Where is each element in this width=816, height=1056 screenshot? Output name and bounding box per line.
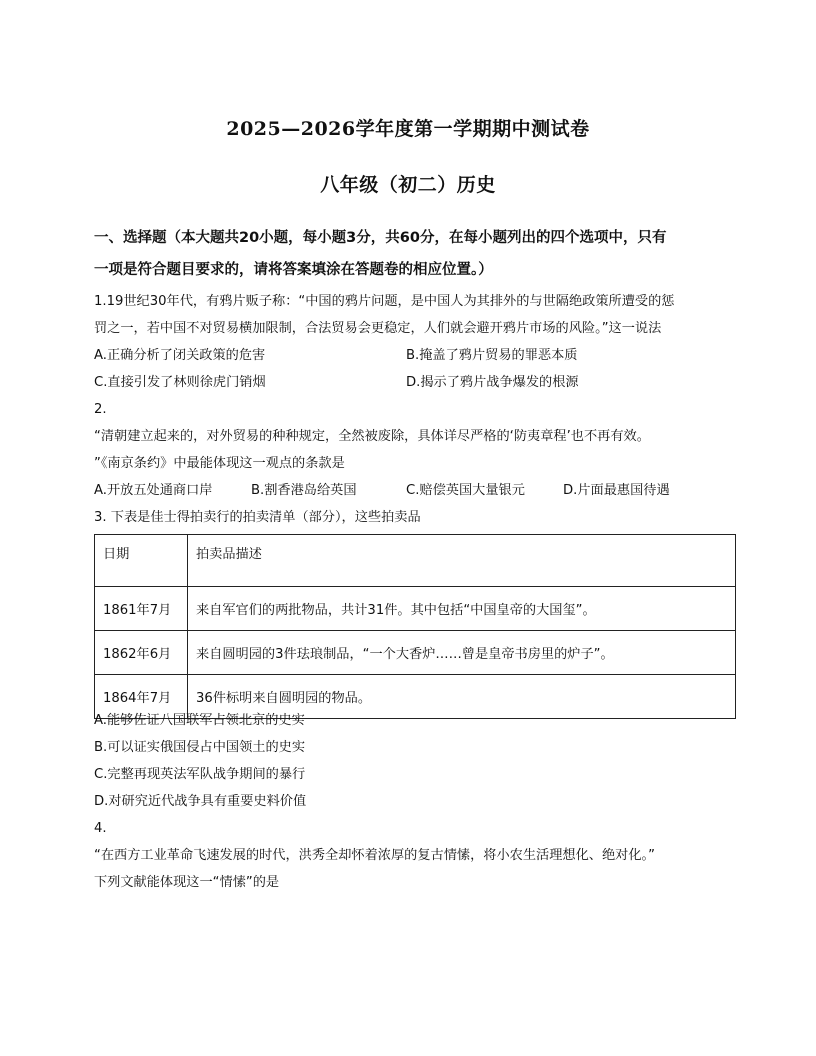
table-cell-description: 来自圆明园的3件珐琅制品，“一个大香炉……曾是皇帝书房里的炉子”。 bbox=[188, 631, 736, 675]
q3-option-d: D.对研究近代战争具有重要史料价值 bbox=[94, 794, 307, 809]
q1-option-d: D.揭示了鸦片战争爆发的根源 bbox=[406, 375, 579, 390]
q2-option-a: A.开放五处通商口岸 bbox=[94, 483, 213, 498]
q4-number: 4. bbox=[94, 821, 107, 836]
table-row bbox=[95, 631, 736, 675]
table-header-date: 日期 bbox=[95, 535, 188, 587]
table-cell-date: 1861年7月 bbox=[95, 587, 188, 631]
exam-subtitle: 八年级（初二）历史 bbox=[320, 174, 496, 196]
q4-stem-line-1: “在西方工业革命飞速发展的时代，洪秀全却怀着浓厚的复古情愫，将小农生活理想化、绝对化。” bbox=[94, 848, 655, 863]
table-cell-date: 1864年7月 bbox=[95, 675, 188, 719]
table-header-row bbox=[95, 535, 736, 587]
q3-option-b: B.可以证实俄国侵占中国领土的史实 bbox=[94, 740, 306, 755]
q2-stem-line-2: ”《南京条约》中最能体现这一观点的条款是 bbox=[94, 456, 345, 471]
section-heading-line-1: 一、选择题（本大题共20小题，每小题3分，共60分，在每小题列出的四个选项中，只有 bbox=[94, 230, 667, 246]
table-cell-description: 36件标明来自圆明园的物品。 bbox=[188, 675, 736, 719]
exam-title: 2025—2026学年度第一学期期中测试卷 bbox=[226, 118, 590, 140]
auction-table bbox=[94, 534, 736, 719]
q1-option-a: A.正确分析了闭关政策的危害 bbox=[94, 348, 266, 363]
q1-stem-line-2: 罚之一，若中国不对贸易横加限制，合法贸易会更稳定，人们就会避开鸦片市场的风险。”这一说法 bbox=[94, 321, 662, 336]
q4-stem-line-2: 下列文献能体现这一“情愫”的是 bbox=[94, 875, 280, 890]
q2-option-c: C.赔偿英国大量银元 bbox=[406, 483, 525, 498]
table-cell-date: 1862年6月 bbox=[95, 631, 188, 675]
q2-number: 2. bbox=[94, 402, 107, 417]
q3-option-a: A.能够佐证八国联军占领北京的史实 bbox=[94, 713, 305, 728]
q2-option-b: B.割香港岛给英国 bbox=[251, 483, 357, 498]
q2-option-d: D.片面最惠国待遇 bbox=[563, 483, 670, 498]
q3-stem: 3. 下表是佳士得拍卖行的拍卖清单（部分），这些拍卖品 bbox=[94, 510, 421, 525]
table-cell-description: 来自军官们的两批物品，共计31件。其中包括“中国皇帝的大国玺”。 bbox=[188, 587, 736, 631]
table-row bbox=[95, 587, 736, 631]
q1-stem-line-1: 1.19世纪30年代，有鸦片贩子称：“中国的鸦片问题，是中国人为其排外的与世隔绝政策所遭受的惩 bbox=[94, 294, 675, 309]
q1-option-c: C.直接引发了林则徐虎门销烟 bbox=[94, 375, 266, 390]
table-header-description: 拍卖品描述 bbox=[188, 535, 736, 587]
q2-stem-line-1: “清朝建立起来的，对外贸易的种种规定，全然被废除，具体详尽严格的‘防夷章程’也不再有效。 bbox=[94, 429, 650, 444]
q1-option-b: B.掩盖了鸦片贸易的罪恶本质 bbox=[406, 348, 578, 363]
q3-option-c: C.完整再现英法军队战争期间的暴行 bbox=[94, 767, 306, 782]
section-heading-line-2: 一项是符合题目要求的，请将答案填涂在答题卷的相应位置。） bbox=[94, 262, 493, 278]
